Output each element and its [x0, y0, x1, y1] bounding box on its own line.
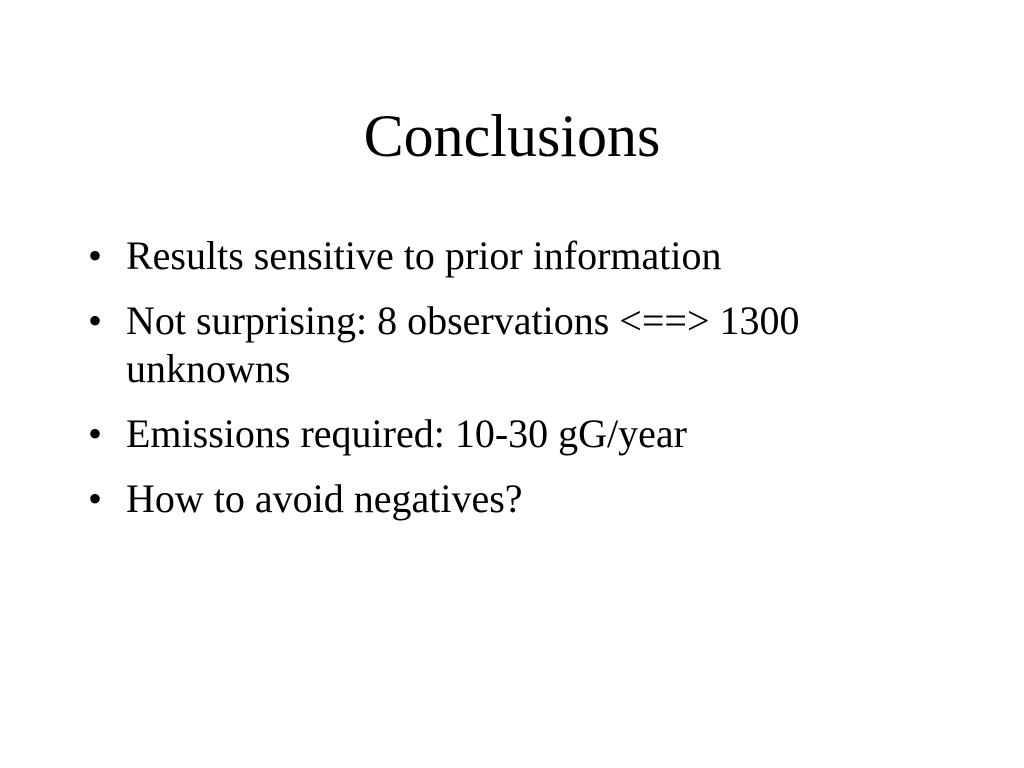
bullet-icon: • [88, 298, 103, 343]
bullet-text: Not surprising: 8 observations <==> 1300 unknowns [126, 298, 800, 391]
bullet-icon: • [88, 233, 103, 278]
bullet-icon: • [88, 476, 103, 521]
list-item [88, 297, 918, 393]
list-item [88, 410, 918, 458]
list-item [88, 475, 918, 523]
bullet-list [88, 232, 918, 540]
bullet-text: Results sensitive to prior information [126, 233, 722, 278]
bullet-icon: • [88, 411, 103, 456]
list-item [88, 232, 918, 280]
bullet-text: Emissions required: 10-30 gG/year [126, 411, 687, 456]
slide-title: Conclusions [363, 103, 661, 169]
bullet-text: How to avoid negatives? [126, 476, 523, 521]
